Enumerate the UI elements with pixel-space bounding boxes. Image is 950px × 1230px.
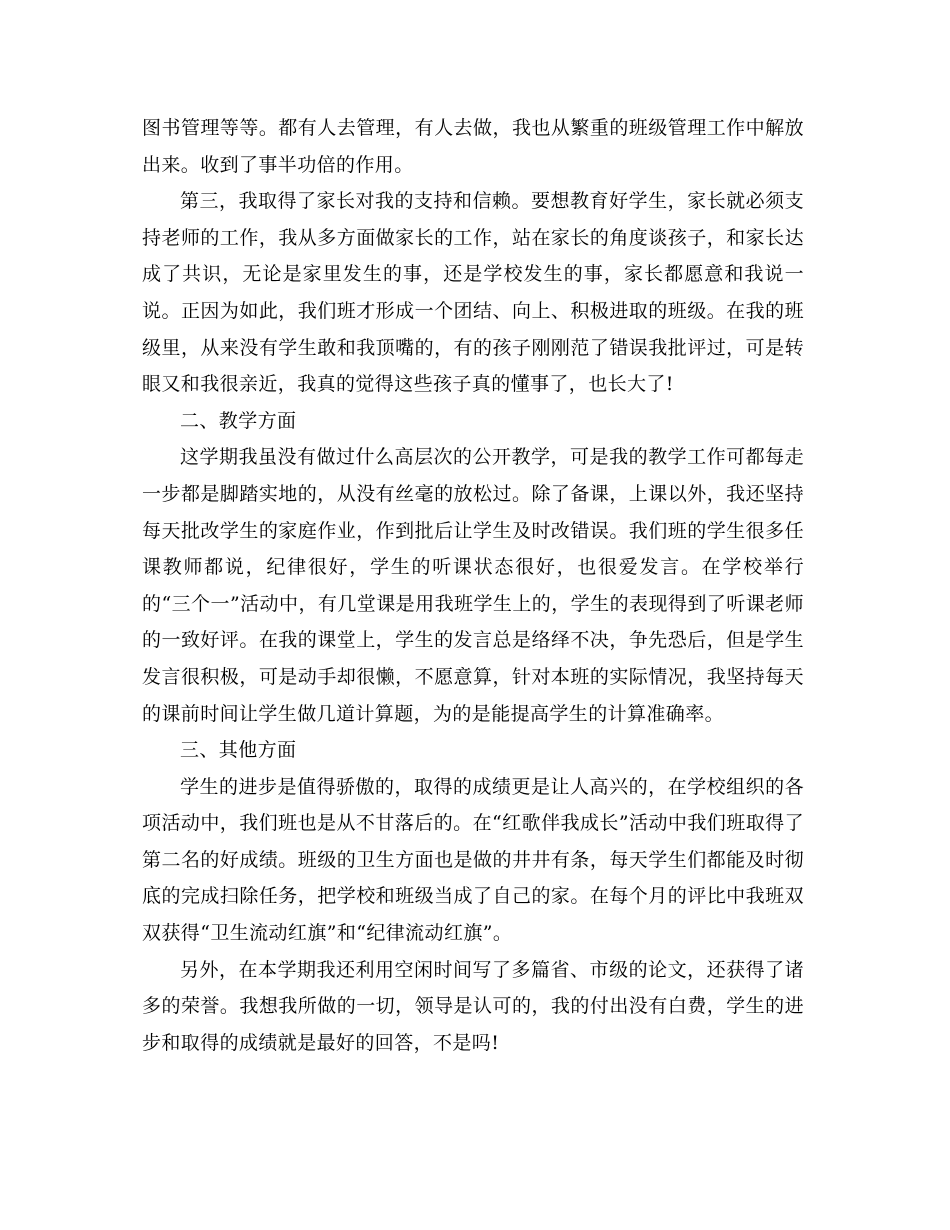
paragraph: 这学期我虽没有做过什么高层次的公开教学，可是我的教学工作可都每走一步都是脚踏实地的，从没有丝毫的放松过。除了备课，上课以外，我还坚持每天批改学生的家庭作业，作到批后让学生及时改错误。我们班的学生很多任课教师都说，纪律很好，学生的听课状态很好，也很爱发言。在学校举行的“三个一”活动中，有几堂课是用我班学生上的，学生的表现得到了听课老师的一致好评。在我的课堂上，学生的发言总是络绎不决，争先恐后，但是学生发言很积极，可是动手却很懒，不愿意算，针对本班的实际情况，我坚持每天的课前时间让学生做几道计算题，为的是能提高学生的计算准确率。 <box>142 446 804 725</box>
paragraph: 另外，在本学期我还利用空闲时间写了多篇省、市级的论文，还获得了诸多的荣誉。我想我所做的一切，领导是认可的，我的付出没有白费，学生的进步和取得的成绩就是最好的回答，不是吗! <box>142 958 804 1054</box>
paragraph: 图书管理等等。都有人去管理，有人去做，我也从繁重的班级管理工作中解放出来。收到了事半功倍的作用。 <box>142 117 804 176</box>
paragraph: 第三，我取得了家长对我的支持和信赖。要想教育好学生，家长就必须支持老师的工作，我从多方面做家长的工作，站在家长的角度谈孩子，和家长达成了共识，无论是家里发生的事，还是学校发生的事，家长都愿意和我说一说。正因为如此，我们班才形成一个团结、向上、积极进取的班级。在我的班级里，从来没有学生敢和我顶嘴的，有的孩子刚刚范了错误我批评过，可是转眼又和我很亲近，我真的觉得这些孩子真的懂事了，也长大了! <box>142 190 804 396</box>
document-body <box>142 110 804 1061</box>
section-heading: 三、其他方面 <box>180 739 297 762</box>
paragraph: 学生的进步是值得骄傲的，取得的成绩更是让人高兴的，在学校组织的各项活动中，我们班也是从不甘落后的。在“红歌伴我成长”活动中我们班取得了第二名的好成绩。班级的卫生方面也是做的井井有条，每天学生们都能及时彻底的完成扫除任务，把学校和班级当成了自己的家。在每个月的评比中我班双双获得“卫生流动红旗”和“纪律流动红旗”。 <box>142 775 804 945</box>
section-heading: 二、教学方面 <box>180 409 297 432</box>
